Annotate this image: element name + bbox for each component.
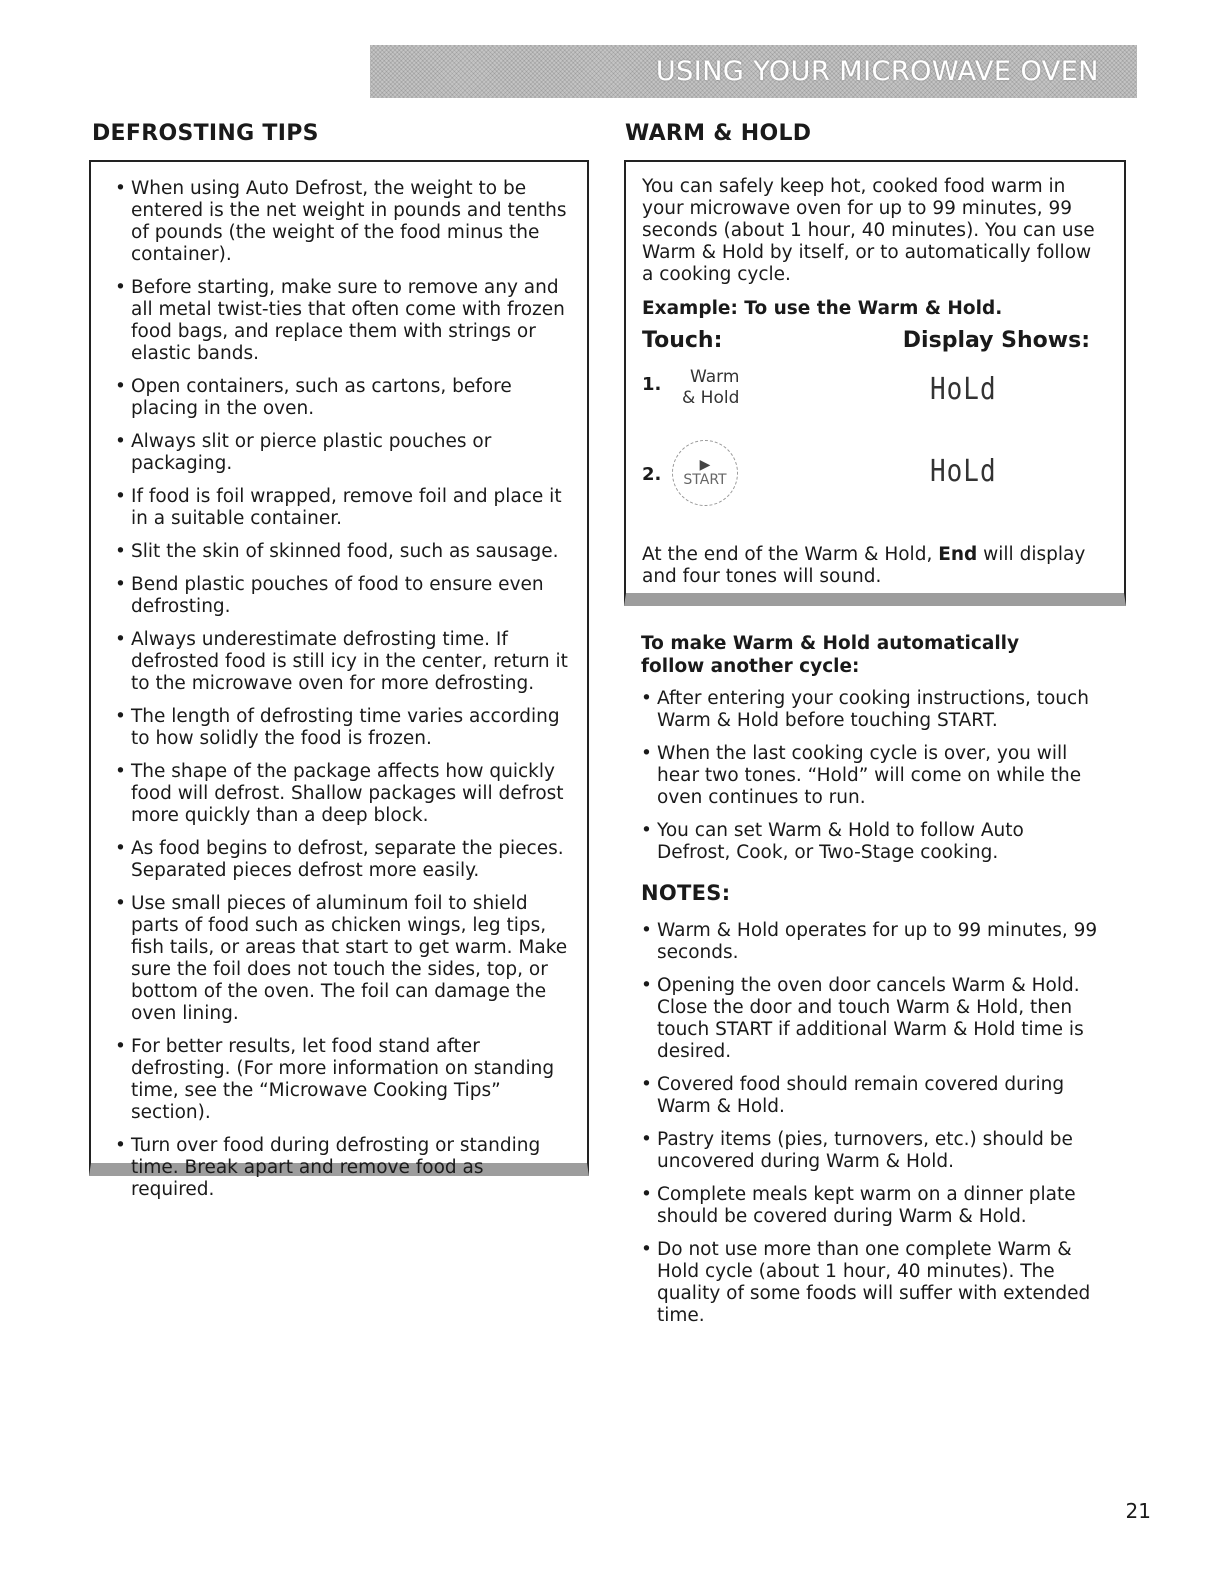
defrost-tip: • As food begins to defrost, separate the pieces. Separated pieces defrost more easily. (115, 838, 569, 882)
end-message-pre: At the end of the Warm & Hold, (642, 544, 939, 565)
end-message (642, 544, 1104, 588)
touch-label: Touch: (642, 328, 723, 353)
page-number: 21 (1125, 1499, 1151, 1523)
note-item: • Covered food should remain covered during Warm & Hold. (641, 1074, 1101, 1118)
auto-follow-list (641, 688, 1101, 875)
note-item: • Do not use more than one complete Warm & Hold cycle (about 1 hour, 40 minutes). The quality of some foods will suffer with extended time. (641, 1239, 1101, 1327)
defrosting-tips-box (89, 160, 589, 1200)
defrost-tip: • Use small pieces of aluminum foil to shield parts of food such as chicken wings, leg tips, fish tails, or areas that start to get warm. Make sure the foil does not touch the sides, top, or bottom of the oven. The foil can damage the oven lining. (115, 893, 569, 1025)
auto-follow-heading-line2: follow another cycle: (641, 656, 860, 677)
defrost-tip: • Always underestimate defrosting time. If defrosted food is still icy in the center, return it to the microwave oven for more defrosting. (115, 629, 569, 695)
defrosting-tips-list (115, 178, 569, 1201)
defrost-tip: • For better results, let food stand after defrosting. (For more information on standing time, see the “Microwave Cooking Tips” section). (115, 1036, 569, 1124)
warm-hold-intro: You can safely keep hot, cooked food warm in your microwave oven for up to 99 minutes, 99 seconds (about 1 hour, 40 minutes). You can use Warm & Hold by itself, or to automatically follow a cooking cycle. (642, 176, 1095, 285)
end-message-post: will display and four tones will sound. (642, 544, 1086, 587)
step-2-number: 2. (642, 464, 662, 485)
defrost-tip: • Turn over food during defrosting or standing time. Break apart and remove food as required. (115, 1135, 569, 1201)
touch-display-header (642, 328, 1090, 353)
end-message-bold: End (938, 544, 978, 565)
section-header-bar (370, 45, 1137, 98)
defrost-tip: • Bend plastic pouches of food to ensure even defrosting. (115, 574, 569, 618)
start-button-label: START (683, 472, 727, 488)
play-icon: ▶ (699, 457, 711, 473)
auto-follow-item: • When the last cooking cycle is over, you will hear two tones. “Hold” will come on while the oven continues to run. (641, 743, 1101, 809)
step-1-number: 1. (642, 374, 662, 395)
defrost-tip: • Always slit or pierce plastic pouches or packaging. (115, 431, 569, 475)
note-item: • Warm & Hold operates for up to 99 minutes, 99 seconds. (641, 920, 1101, 964)
example-heading: Example: To use the Warm & Hold. (642, 298, 1003, 319)
section-header-title: USING YOUR MICROWAVE OVEN (655, 56, 1099, 87)
defrost-tip: • The shape of the package affects how quickly food will defrost. Shallow packages will defrost more quickly than a deep block. (115, 761, 569, 827)
step-2-display: HoLd (930, 454, 997, 490)
auto-follow-item: • You can set Warm & Hold to follow Auto Defrost, Cook, or Two-Stage cooking. (641, 820, 1101, 864)
note-item: • Complete meals kept warm on a dinner plate should be covered during Warm & Hold. (641, 1184, 1101, 1228)
defrost-tip: • If food is foil wrapped, remove foil and place it in a suitable container. (115, 486, 569, 530)
defrost-tip: • Slit the skin of skinned food, such as sausage. (115, 541, 569, 563)
start-button-icon (672, 440, 738, 506)
auto-follow-heading (641, 632, 1019, 678)
step-1-display: HoLd (930, 372, 997, 408)
note-item: • Pastry items (pies, turnovers, etc.) should be uncovered during Warm & Hold. (641, 1129, 1101, 1173)
auto-follow-item: • After entering your cooking instructions, touch Warm & Hold before touching START. (641, 688, 1101, 732)
defrost-tip: • The length of defrosting time varies according to how solidly the food is frozen. (115, 706, 569, 750)
warm-hold-key-line2: & Hold (682, 388, 740, 408)
warm-hold-example-box (624, 160, 1126, 606)
defrost-tip: • When using Auto Defrost, the weight to be entered is the net weight in pounds and tenths of pounds (the weight of the food minus the container). (115, 178, 569, 266)
notes-heading: NOTES: (641, 881, 731, 905)
note-item: • Opening the oven door cancels Warm & Hold. Close the door and touch Warm & Hold, then touch START if additional Warm & Hold time is desired. (641, 975, 1101, 1063)
warm-hold-key-line1: Warm (690, 367, 740, 387)
defrosting-tips-heading: DEFROSTING TIPS (92, 121, 319, 146)
defrost-tip: • Before starting, make sure to remove any and all metal twist-ties that often come with frozen food bags, and replace them with strings or elastic bands. (115, 277, 569, 365)
notes-list (641, 920, 1101, 1338)
display-shows-label: Display Shows: (902, 328, 1090, 353)
defrost-tip: • Open containers, such as cartons, before placing in the oven. (115, 376, 569, 420)
warm-hold-key (682, 367, 739, 409)
auto-follow-heading-line1: To make Warm & Hold automatically (641, 633, 1020, 654)
warm-hold-heading: WARM & HOLD (625, 121, 812, 146)
